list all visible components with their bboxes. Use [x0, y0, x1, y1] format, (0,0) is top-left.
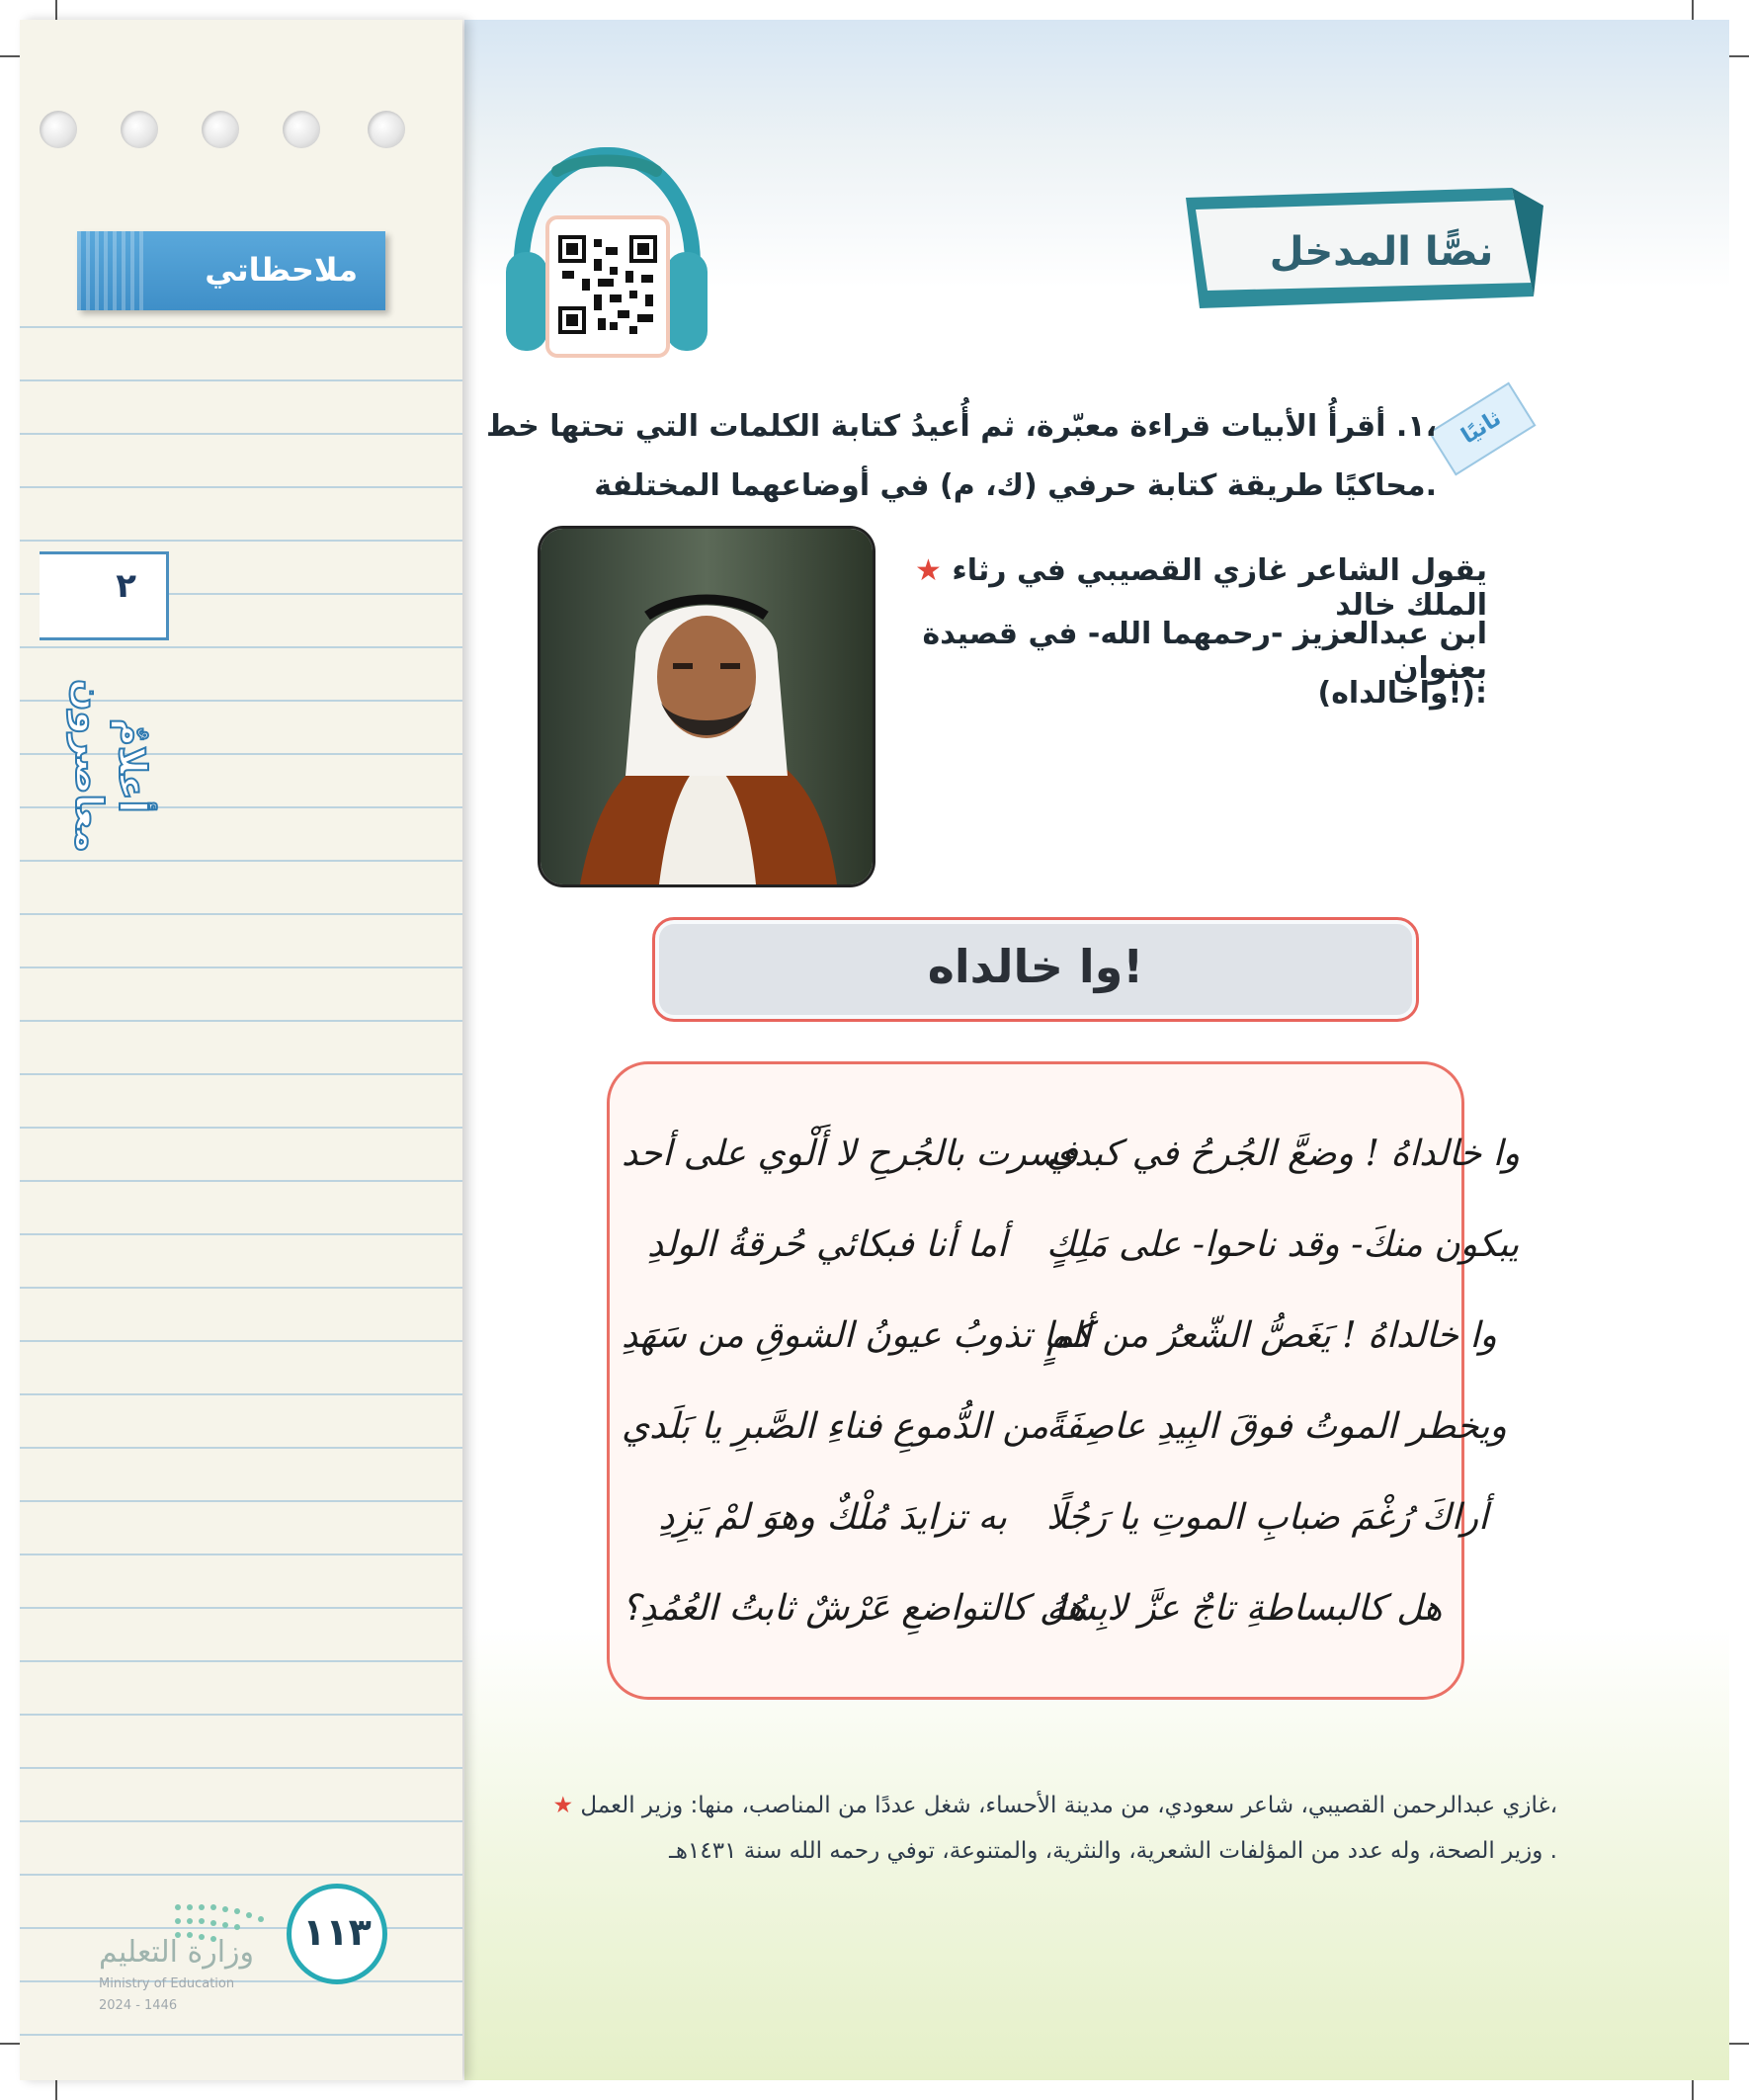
crop-mark — [1727, 55, 1749, 57]
notebook-rule-line — [20, 1500, 462, 1502]
crop-mark — [55, 0, 57, 22]
verse-second-hemistich: أما أنا فبكائي حُرقةُ الولدِ — [646, 1224, 1007, 1265]
crop-mark — [1727, 2043, 1749, 2045]
notebook-rule-line — [20, 913, 462, 915]
poem-box — [607, 1061, 1521, 1700]
king-khalid-photo — [538, 526, 875, 887]
verse-first-hemistich: ويخطر الموتُ فوقَ البِيدِ عاصِفَةً — [1046, 1406, 1507, 1447]
verse-second-hemistich: هل كالتواضعِ عَرْشٌ ثابتُ العُمُدِ؟ — [622, 1588, 1086, 1629]
poem-title-box — [652, 917, 1419, 1022]
notebook-rule-line — [20, 486, 462, 488]
ministry-name-en: Ministry of Education — [99, 1976, 235, 1991]
notebook-rule-line — [20, 1020, 462, 1022]
notebook-rule-line — [20, 2034, 462, 2036]
unit-title: أعلامٌ معاصرون — [67, 679, 154, 853]
notebook-rule-line — [20, 1660, 462, 1662]
notes-sidebar — [20, 20, 462, 2080]
notebook-rule-line — [20, 1233, 462, 1235]
binder-hole — [368, 111, 405, 148]
intro-line-1 — [874, 553, 1487, 623]
notebook-rule-line — [20, 1393, 462, 1395]
notebook-rule-line — [20, 1980, 462, 1982]
star-icon: ★ — [915, 553, 942, 588]
intro-line-1-text: يقول الشاعر غازي القصيبي في رثاء الملك خالد — [952, 553, 1487, 623]
poem-title: وا خالداه! — [927, 940, 1144, 993]
notebook-rule-line — [20, 1714, 462, 1716]
intro-line-3: (واخالداه!): — [1317, 676, 1487, 711]
star-icon: ★ — [552, 1793, 574, 1818]
notebook-rule-line — [20, 1607, 462, 1609]
instruction-line-1: ١. أقرأُ الأبيات قراءة معبّرة، ثم أُعيدُ كتابة الكلمات التي تحتها خط، — [486, 409, 1437, 444]
verse-second-hemistich: من الدُّموعِ فناءِ الصَّبرِ يا بَلَدي — [622, 1406, 1049, 1447]
notebook-rule-line — [20, 1820, 462, 1822]
notebook-rule-line — [20, 433, 462, 435]
footnote-line-2: وزير الصحة، وله عدد من المؤلفات الشعرية، والنثرية، والمتنوعة، توفي رحمه الله سنة ١٤٣١هـ . — [669, 1838, 1557, 1864]
verse-first-hemistich: أراكَ رُغْمَ ضبابِ الموتِ يا رَجُلًا — [1046, 1497, 1489, 1538]
footnote-line-1 — [372, 1793, 1557, 1818]
crop-mark — [1692, 0, 1694, 22]
verse-first-hemistich: يبكون منكَ- وقد ناحوا- على مَلِكٍ — [1046, 1224, 1520, 1265]
notebook-rule-line — [20, 1287, 462, 1289]
notebook-rule-line — [20, 1554, 462, 1555]
notebook-rule-line — [20, 1767, 462, 1769]
verse-first-hemistich: وا خالداهُ ! يَغَصُّ الشّعرُ من ألمٍ — [1046, 1315, 1497, 1356]
notes-label: ملاحظاتي — [205, 251, 358, 289]
binder-hole — [40, 111, 77, 148]
instruction-line-2: محاكيًا طريقة كتابة حرفي (ك، م) في أوضاعهما المختلفة. — [594, 468, 1437, 503]
verse-second-hemistich: فسرت بالجُرحِ لا أَلْوي على أحد — [622, 1134, 1078, 1174]
notebook-rule-line — [20, 1874, 462, 1876]
footnote-line-1-text: غازي عبدالرحمن القصيبي، شاعر سعودي، من مدينة الأحساء، شغل عددًا من المناصب، منها: وزير العمل، — [580, 1793, 1557, 1818]
notes-tab — [77, 231, 385, 310]
intro-line-2: ابن عبدالعزيز -رحمهما الله- في قصيدة بعنوان — [922, 617, 1487, 686]
crop-mark — [0, 2043, 22, 2045]
notebook-rule-line — [20, 1180, 462, 1182]
verse-second-hemistich: كما تذوبُ عيونُ الشوقِ من سَهَدِ — [622, 1315, 1092, 1356]
qr-code[interactable] — [545, 215, 670, 358]
section-title: نصًّا المدخل — [1269, 229, 1494, 275]
section-tag: ثانيًا — [1429, 382, 1537, 476]
notebook-rule-line — [20, 1447, 462, 1449]
notebook-rule-line — [20, 1127, 462, 1129]
unit-number: ٢ — [116, 566, 136, 606]
ministry-name-ar: وزارة التعليم — [99, 1935, 255, 1970]
crop-mark — [55, 2078, 57, 2100]
unit-number-box — [40, 551, 169, 640]
binder-hole — [121, 111, 158, 148]
crop-mark — [1692, 2078, 1694, 2100]
notebook-rule-line — [20, 540, 462, 542]
notebook-rule-line — [20, 1340, 462, 1342]
verse-second-hemistich: به تزايدَ مُلْكٌ وهوَ لمْ يَزِدِ — [658, 1497, 1007, 1538]
page-number: ١١٣ — [302, 1910, 372, 1954]
verse-first-hemistich: هل كالبساطةِ تاجٌ عزَّ لابِسُهُ — [1046, 1588, 1443, 1629]
crop-mark — [0, 55, 22, 57]
binder-hole — [283, 111, 320, 148]
edition-year: 2024 - 1446 — [99, 1998, 178, 2013]
page-number-badge — [287, 1884, 387, 1984]
binder-hole — [202, 111, 239, 148]
notebook-rule-line — [20, 379, 462, 381]
notebook-rule-line — [20, 966, 462, 968]
notebook-rule-line — [20, 1073, 462, 1075]
qr-code-icon — [558, 235, 657, 334]
verse-first-hemistich: وا خالداهُ ! وضعَّ الجُرحُ في كبدي — [1046, 1134, 1521, 1174]
notebook-rule-line — [20, 326, 462, 328]
